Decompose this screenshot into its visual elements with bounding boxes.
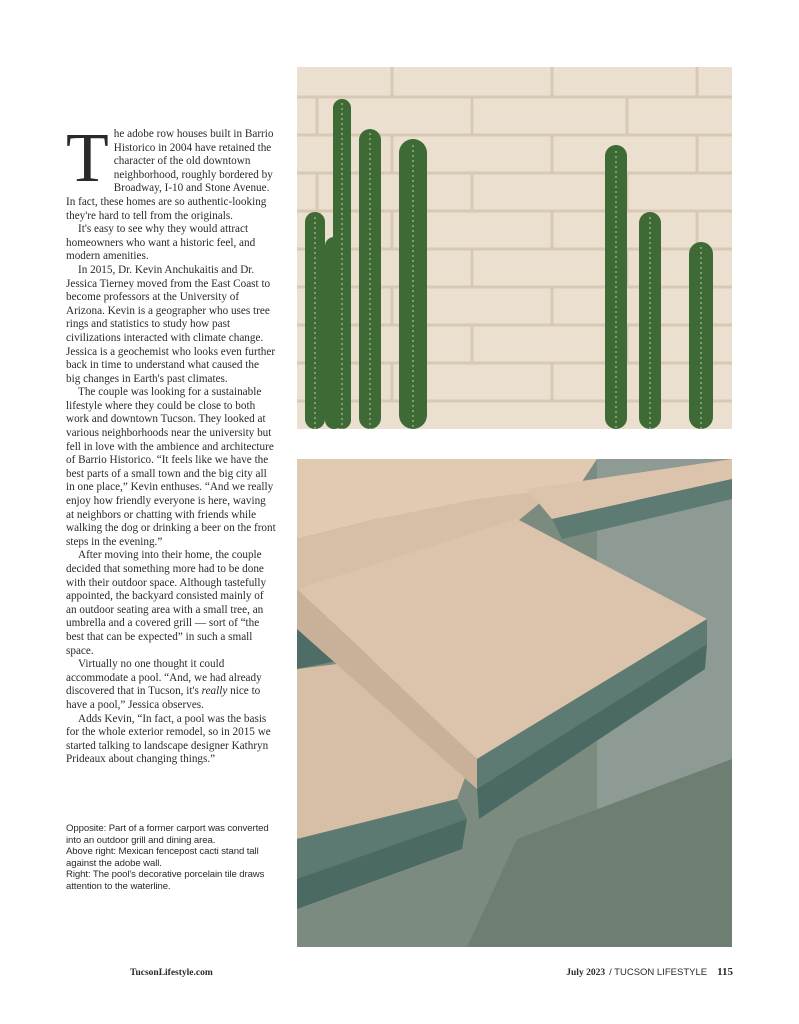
footer-issue: July 2023: [566, 968, 606, 978]
footer-website: TucsonLifestyle.com: [130, 968, 213, 978]
footer-magazine: / TUCSON LIFESTYLE: [609, 967, 708, 978]
caption-above-right: Above right: Mexican fencepost cacti stand tall against the adobe wall.: [66, 846, 259, 869]
page-number: 115: [717, 966, 733, 978]
cacti-adobe-wall-image: [297, 67, 732, 429]
paragraph-5: After moving into their home, the couple decided that something more had to be done with their outdoor space. Although tastefully appointed, the backyard consisted mainly of an outdoor seating area with a small tree, an umbrella and a covered grill — sort of “the best that can be expected” in such a small space.: [66, 549, 267, 657]
photo-captions: [66, 823, 281, 893]
paragraph-4: The couple was looking for a sustainable lifestyle where they could be close to both work and downtown Tucson. They looked at various neighborhoods near the university but fell in love with the ambience and architecture of Barrio Historico. “It feels like we have the best parts of a small town and the big city all in one place,” Kevin enthuses. “And we really enjoy how friendly everyone is here, waving at neighbors or chatting with friends while walking the dog or drinking a beer on the front steps in the evening.”: [66, 386, 276, 548]
pool-stepping-stones-image: [297, 459, 732, 947]
paragraph-1: The adobe row houses built in Barrio Historico in 2004 have retained the character of the old downtown neighborhood, roughly bordered by Broadway, I-10 and Stone Avenue. In fact, these homes are so authentic-looking they're hard to tell from the originals.: [66, 120, 274, 222]
drop-cap: T: [66, 120, 109, 197]
article-body: [66, 120, 276, 767]
caption-right: Right: The pool's decorative porcelain tile draws attention to the waterline.: [66, 869, 265, 892]
cacti-photo: [297, 67, 732, 429]
footer-folio: [566, 966, 733, 978]
pool-photo: [297, 459, 732, 947]
paragraph-6: Virtually no one thought it could accommodate a pool. “And, we had already discovered that in Tucson, it's really nice to have a pool,” Jessica observes.: [66, 658, 262, 711]
caption-opposite: Opposite: Part of a former carport was converted into an outdoor grill and dining area.: [66, 823, 269, 846]
paragraph-3: In 2015, Dr. Kevin Anchukaitis and Dr. Jessica Tierney moved from the East Coast to become professors at the University of Arizona. Kevin is a geographer who uses tree rings and statistics to study how past civilizations interacted with climate change. Jessica is a geochemist who looks even further back in time to understand what caused the big changes in Earth's past climates.: [66, 263, 276, 385]
paragraph-2: It's easy to see why they would attract homeowners who want a historic feel, and modern amenities.: [66, 223, 256, 263]
paragraph-7: Adds Kevin, “In fact, a pool was the basis for the whole exterior remodel, so in 2015 we started talking to landscape designer Kathryn Prideaux about changing things.”: [66, 712, 271, 766]
